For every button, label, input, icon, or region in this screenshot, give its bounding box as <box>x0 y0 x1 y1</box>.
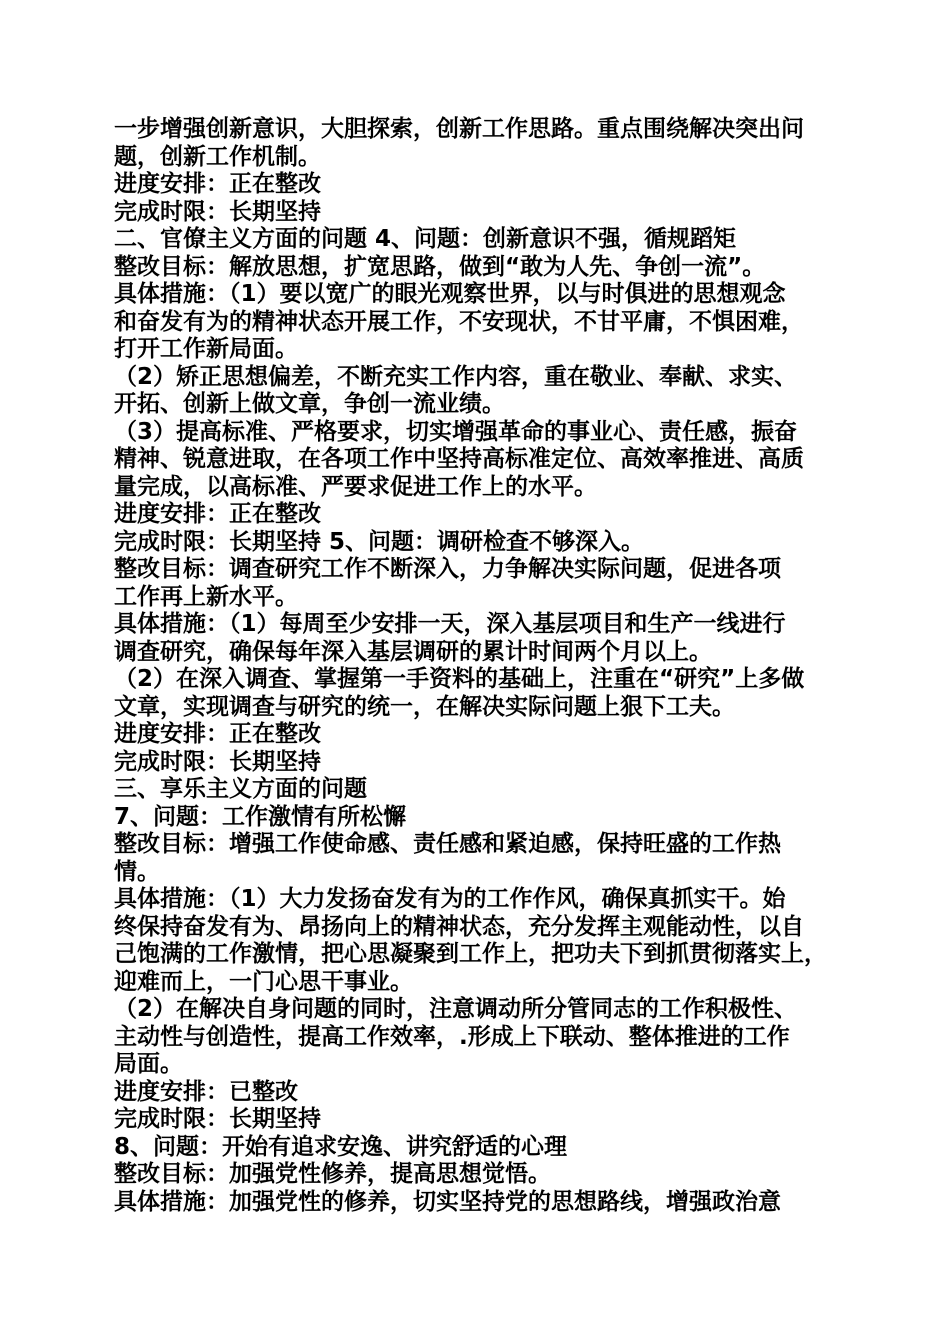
text-line: 主动性与创造性，提高工作效率，.形成上下联动、整体推进的工作 <box>114 1023 790 1050</box>
text-line: 8、问题：开始有追求安逸、讲究舒适的心理 <box>114 1133 568 1160</box>
text-line: 开拓、创新上做文章，争创一流业绩。 <box>114 391 505 417</box>
document-page <box>114 116 850 1216</box>
text-line: 完成时限：长期坚持 5、问题：调研检查不够深入。 <box>114 528 645 555</box>
text-line: 具体措施：（1）每周至少安排一天，深入基层项目和生产一线进行 <box>114 611 786 637</box>
text-line: 文章，实现调查与研究的统一，在解决实际问题上狠下工夫。 <box>114 693 735 720</box>
text-line: 题，创新工作机制。 <box>114 143 321 170</box>
text-line: 整改目标：解放思想，扩宽思路，做到“敢为人先、争创一流”。 <box>114 253 766 280</box>
text-line: 具体措施：加强党性的修养，切实坚持党的思想路线，增强政治意 <box>114 1188 781 1215</box>
text-line: 量完成，以高标准、严要求促进工作上的水平。 <box>114 473 597 500</box>
text-line: 整改目标：调查研究工作不断深入，力争解决实际问题，促进各项 <box>114 556 781 582</box>
text-line: 具体措施：（1）大力发扬奋发有为的工作作风，确保真抓实干。始 <box>114 886 786 912</box>
text-line: 进度安排：正在整改 <box>114 721 321 747</box>
text-line: （3）提高标准、严格要求，切实增强革命的事业心、责任感，振奋 <box>114 418 798 445</box>
text-line: 进度安排：已整改 <box>114 1078 298 1105</box>
text-line: 己饱满的工作激情，把心思凝聚到工作上，把功夫下到抓贯彻落实上， <box>114 941 827 967</box>
text-line: 完成时限：长期坚持 <box>114 198 321 225</box>
text-line: （2）在解决自身问题的同时，注意调动所分管同志的工作积极性、 <box>114 996 798 1022</box>
text-line: 整改目标：增强工作使命感、责任感和紧迫感，保持旺盛的工作热 <box>114 831 781 857</box>
text-line: 迎难而上，一门心思干事业。 <box>114 968 413 995</box>
section-heading: 三、享乐主义方面的问题 <box>114 776 367 802</box>
text-line: 整改目标：加强党性修养，提高思想觉悟。 <box>114 1161 551 1187</box>
text-line: （2）在深入调查、掌握第一手资料的基础上，注重在“研究”上多做 <box>114 666 805 692</box>
text-line: 打开工作新局面。 <box>114 336 298 362</box>
text-line: 一步增强创新意识，大胆探索，创新工作思路。重点围绕解决突出问 <box>114 116 804 142</box>
text-line: 调查研究，确保每年深入基层调研的累计时间两个月以上。 <box>114 638 712 665</box>
text-line: （2）矫正思想偏差，不断充实工作内容，重在敬业、奉献、求实、 <box>114 363 798 390</box>
section-heading: 二、官僚主义方面的问题 4、问题：创新意识不强，循规蹈矩 <box>114 226 737 252</box>
text-line: 精神、锐意进取，在各项工作中坚持高标准定位、高效率推进、高质 <box>114 446 804 472</box>
text-line: 完成时限：长期坚持 <box>114 748 321 775</box>
text-line: 进度安排：正在整改 <box>114 501 321 527</box>
text-line: 进度安排：正在整改 <box>114 171 321 197</box>
text-line: 具体措施：（1）要以宽广的眼光观察世界，以与时俱进的思想观念 <box>114 281 786 307</box>
text-line: 终保持奋发有为、昂扬向上的精神状态，充分发挥主观能动性，以自 <box>114 913 804 940</box>
text-line: 工作再上新水平。 <box>114 583 298 610</box>
text-line: 情。 <box>114 858 160 885</box>
text-line: 完成时限：长期坚持 <box>114 1106 321 1132</box>
text-line: 和奋发有为的精神状态开展工作，不安现状，不甘平庸，不惧困难， <box>114 308 804 335</box>
text-line: 局面。 <box>114 1051 183 1077</box>
text-line: 7、问题：工作激情有所松懈 <box>114 803 407 830</box>
